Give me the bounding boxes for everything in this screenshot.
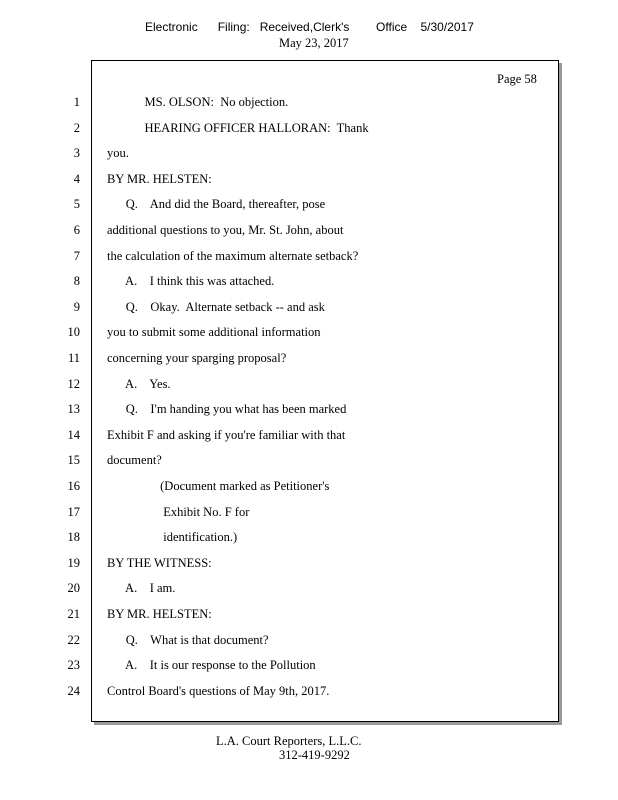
transcript-line: A. Yes. bbox=[107, 377, 171, 391]
transcript-line: you. bbox=[107, 146, 129, 160]
transcript-line: Q. Okay. Alternate setback -- and ask bbox=[107, 300, 325, 314]
transcript-line: Exhibit No. F for bbox=[107, 505, 250, 519]
transcript-line: A. It is our response to the Pollution bbox=[107, 658, 316, 672]
line-number: 22 bbox=[67, 633, 80, 647]
line-number: 3 bbox=[73, 146, 80, 160]
line-number: 19 bbox=[67, 556, 80, 570]
transcript-line: Q. I'm handing you what has been marked bbox=[107, 402, 347, 416]
court-reporter-phone: 312-419-9292 bbox=[279, 748, 350, 762]
line-number: 11 bbox=[67, 351, 80, 365]
line-number: 18 bbox=[67, 530, 80, 544]
filing-stamp: Electronic Filing: Received,Clerk's Office 5/30/2017 bbox=[145, 20, 474, 34]
transcript-line: HEARING OFFICER HALLORAN: Thank bbox=[107, 121, 369, 135]
line-number: 16 bbox=[67, 479, 80, 493]
line-number: 5 bbox=[73, 197, 80, 211]
transcript-line: Q. And did the Board, thereafter, pose bbox=[107, 197, 326, 211]
line-number: 4 bbox=[73, 172, 80, 186]
line-number: 20 bbox=[67, 581, 80, 595]
transcript-line: A. I think this was attached. bbox=[107, 274, 275, 288]
line-number: 14 bbox=[67, 428, 80, 442]
transcript-line: Q. What is that document? bbox=[107, 633, 269, 647]
line-number: 1 bbox=[73, 95, 80, 109]
transcript-line: BY MR. HELSTEN: bbox=[107, 172, 212, 186]
transcript-line: the calculation of the maximum alternate setback? bbox=[107, 249, 359, 263]
transcript-line: BY MR. HELSTEN: bbox=[107, 607, 212, 621]
transcript-line: document? bbox=[107, 453, 162, 467]
line-number: 10 bbox=[67, 325, 80, 339]
line-number: 21 bbox=[67, 607, 80, 621]
line-number: 13 bbox=[67, 402, 80, 416]
line-number: 8 bbox=[73, 274, 80, 288]
transcript-line: A. I am. bbox=[107, 581, 176, 595]
line-number: 24 bbox=[67, 684, 80, 698]
transcript-line: identification.) bbox=[107, 530, 238, 544]
transcript-line: BY THE WITNESS: bbox=[107, 556, 212, 570]
transcript-line: (Document marked as Petitioner's bbox=[107, 479, 330, 493]
line-number: 15 bbox=[67, 453, 80, 467]
transcript-line: concerning your sparging proposal? bbox=[107, 351, 287, 365]
line-number: 6 bbox=[73, 223, 80, 237]
transcript-line: Exhibit F and asking if you're familiar with that bbox=[107, 428, 346, 442]
line-number: 2 bbox=[73, 121, 80, 135]
transcript-line: Control Board's questions of May 9th, 2017. bbox=[107, 684, 330, 698]
line-number: 9 bbox=[73, 300, 80, 314]
court-reporter-name: L.A. Court Reporters, L.L.C. bbox=[216, 734, 362, 748]
transcript-date: May 23, 2017 bbox=[279, 36, 349, 50]
line-number: 7 bbox=[73, 249, 80, 263]
line-number: 23 bbox=[67, 658, 80, 672]
transcript-line: additional questions to you, Mr. St. John, about bbox=[107, 223, 344, 237]
line-number: 12 bbox=[67, 377, 80, 391]
transcript-line: MS. OLSON: No objection. bbox=[107, 95, 289, 109]
page-number: Page 58 bbox=[497, 72, 537, 86]
line-number: 17 bbox=[67, 505, 80, 519]
transcript-line: you to submit some additional information bbox=[107, 325, 321, 339]
